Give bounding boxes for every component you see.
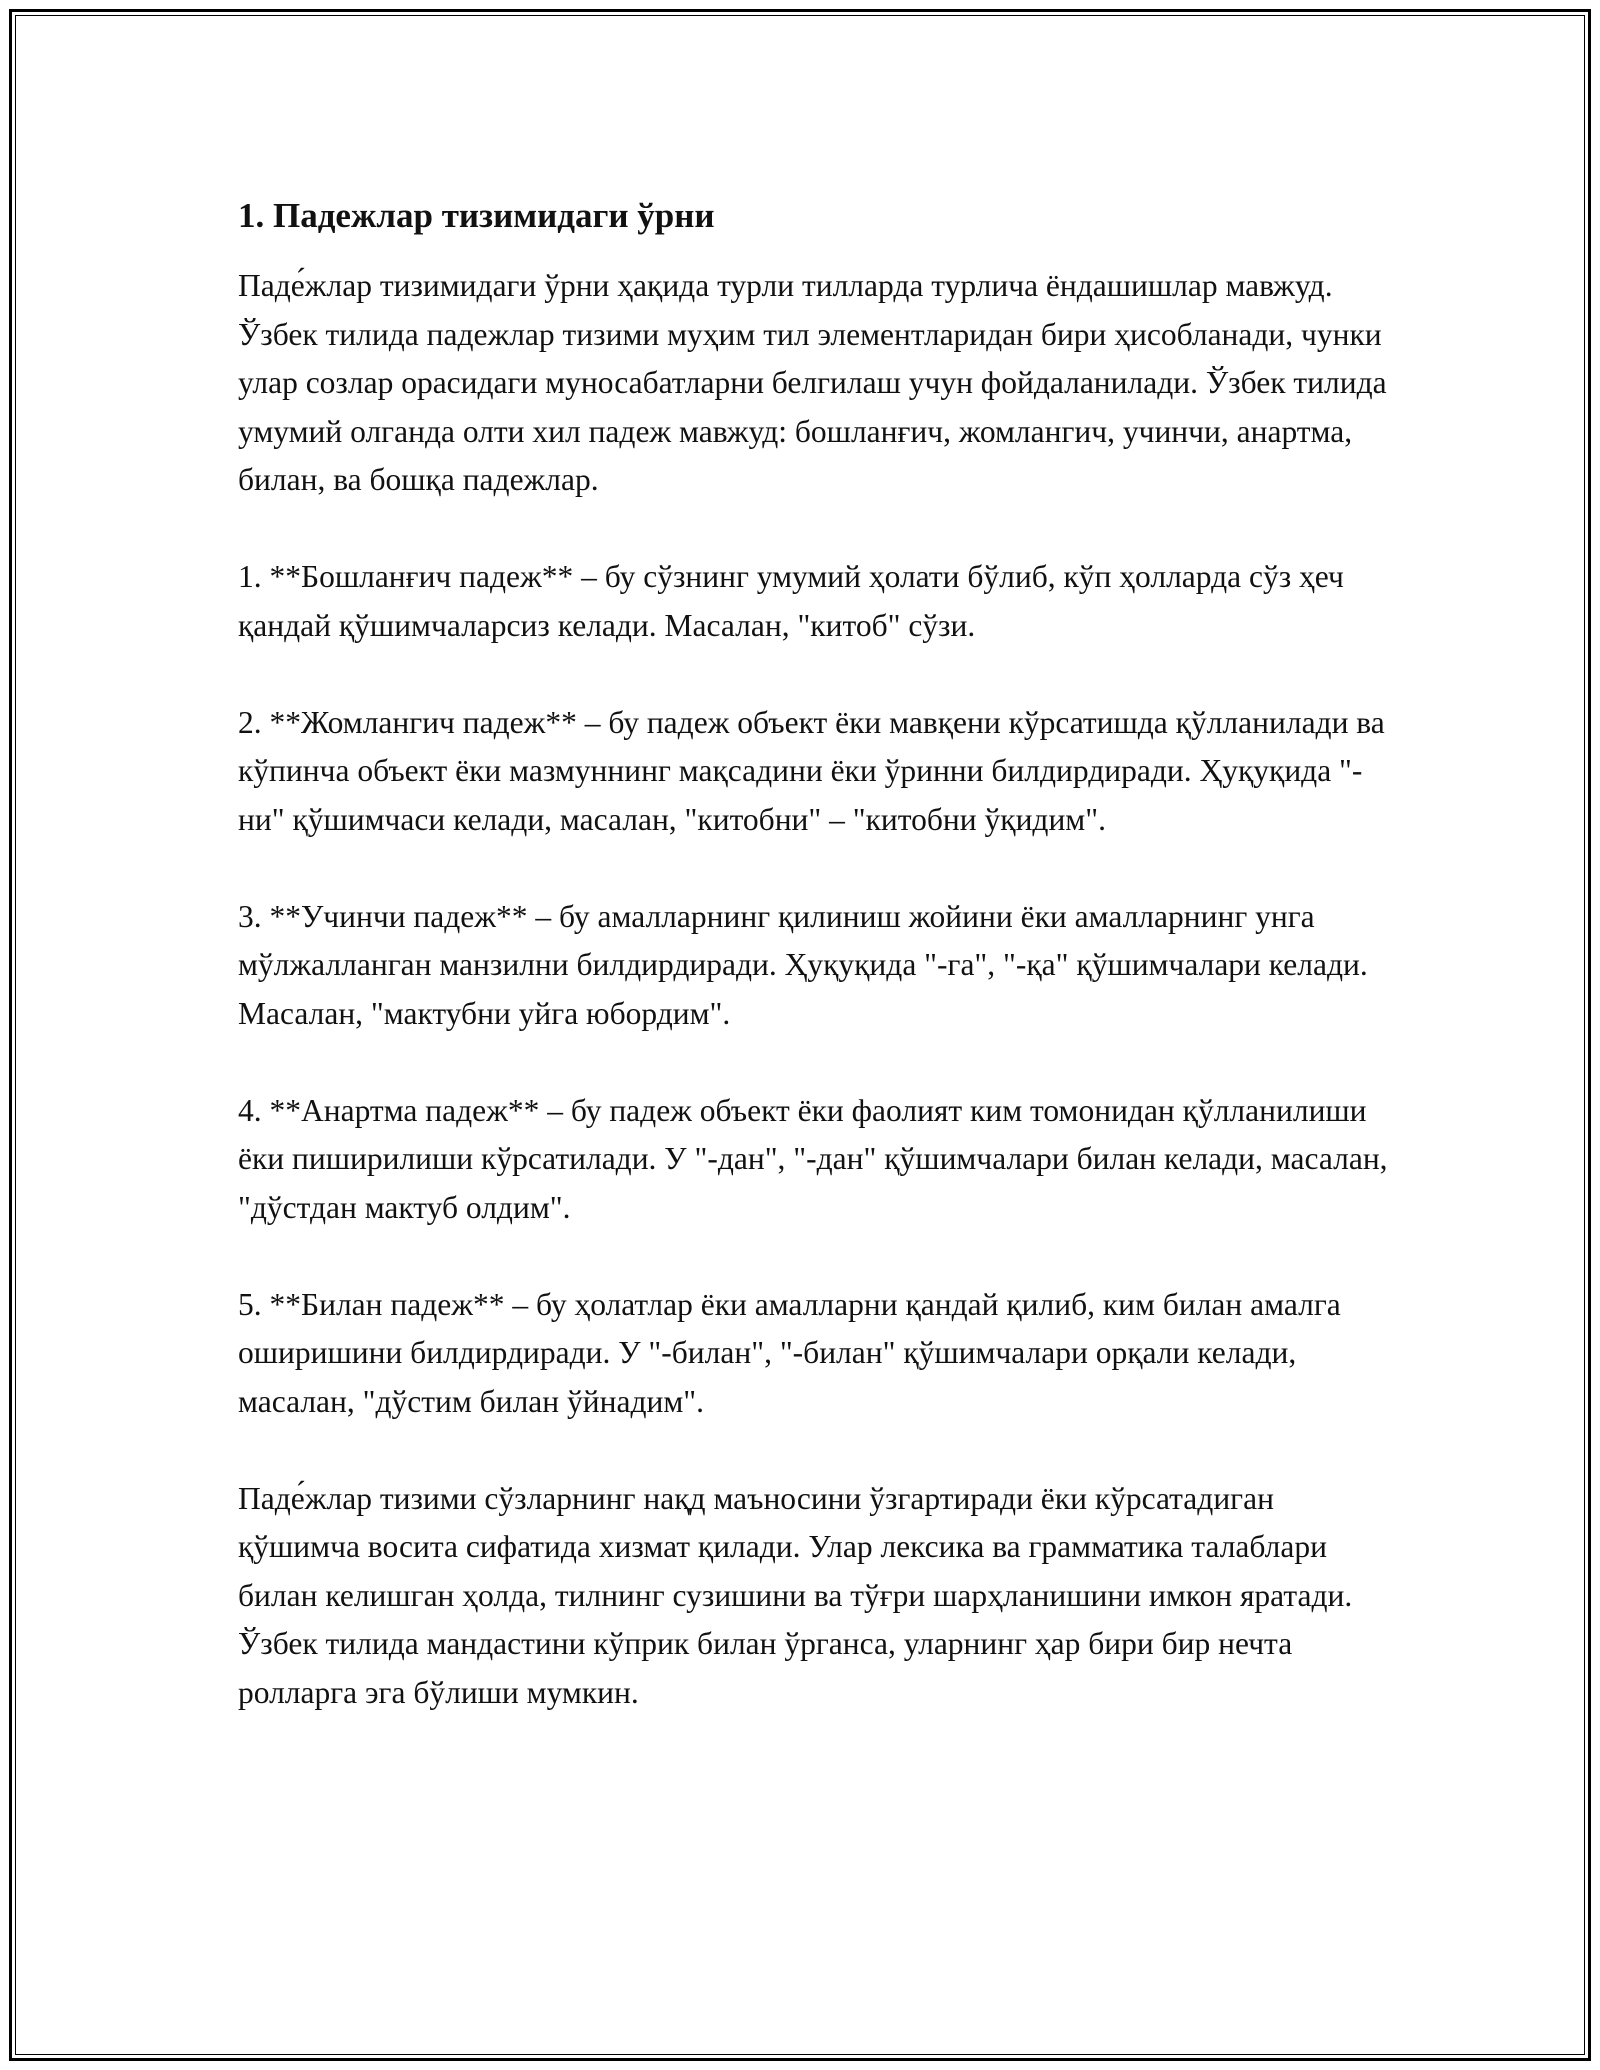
case-item-3-paragraph: 3. **Учинчи падеж** – бу амалларнинг қилиниш жойини ёки амалларнинг унга мўлжалланган манзилни билдирдиради. Ҳуқуқида "-га", "-қа" қўшимчалари келади. Масалан, "мактубни уйга юбордим".	[238, 898, 1368, 1031]
document-body	[238, 194, 1398, 1717]
intro-paragraph: Паде́жлар тизимидаги ўрни ҳақида турли тилларда турлича ёндашишлар мавжуд. Ўзбек тилида падежлар тизими муҳим тил элементларидан бири ҳисобланади, чунки улар созлар орасидаги муносабатларни белгилаш учун фойдаланилади. Ўзбек тилида умумий олганда олти хил падеж мавжуд: бошланғич, жомлангич, учинчи, анартма, билан, ва бошқа падежлар.	[238, 268, 1387, 497]
case-item-5-paragraph: 5. **Билан падеж** – бу ҳолатлар ёки амалларни қандай қилиб, ким билан амалга оширишини билдирдиради. У "-билан", "-билан" қўшимчалари орқали келади, масалан, "дўстим билан ўйнадим".	[238, 1286, 1341, 1419]
page-frame	[9, 9, 1591, 2061]
conclusion-paragraph: Паде́жлар тизими сўзларнинг нақд маъносини ўзгартиради ёки кўрсатадиган қўшимча восита сифатида хизмат қилади. Улар лексика ва грамматика талаблари билан келишган ҳолда, тилнинг сузишини ва тўғри шарҳланишини имкон яратади. Ўзбек тилида мандастини кўприк билан ўрганса, уларнинг ҳар бири бир нечта ролларга эга бўлиши мумкин.	[238, 1480, 1353, 1710]
section-heading: 1. Падежлар тизимидаги ўрни	[238, 196, 715, 235]
case-item-2-paragraph: 2. **Жомлангич падеж** – бу падеж объект ёки мавқени кўрсатишда қўлланилади ва кўпинча объект ёки мазмуннинг мақсадини ёки ўринни билдирдиради. Ҳуқуқида "-ни" қўшимчаси келади, масалан, "китобни" – "китобни ўқидим".	[238, 704, 1385, 837]
case-item-1-paragraph: 1. **Бошланғич падеж** – бу сўзнинг умумий ҳолати бўлиб, кўп ҳолларда сўз ҳеч қандай қўшимчаларсиз келади. Масалан, "китоб" сўзи.	[238, 559, 1344, 643]
case-item-4-paragraph: 4. **Анартма падеж** – бу падеж объект ёки фаолият ким томонидан қўлланилиши ёки пиширилиши кўрсатилади. У "-дан", "-дан" қўшимчалари билан келади, масалан, "дўстдан мактуб олдим".	[238, 1092, 1388, 1225]
